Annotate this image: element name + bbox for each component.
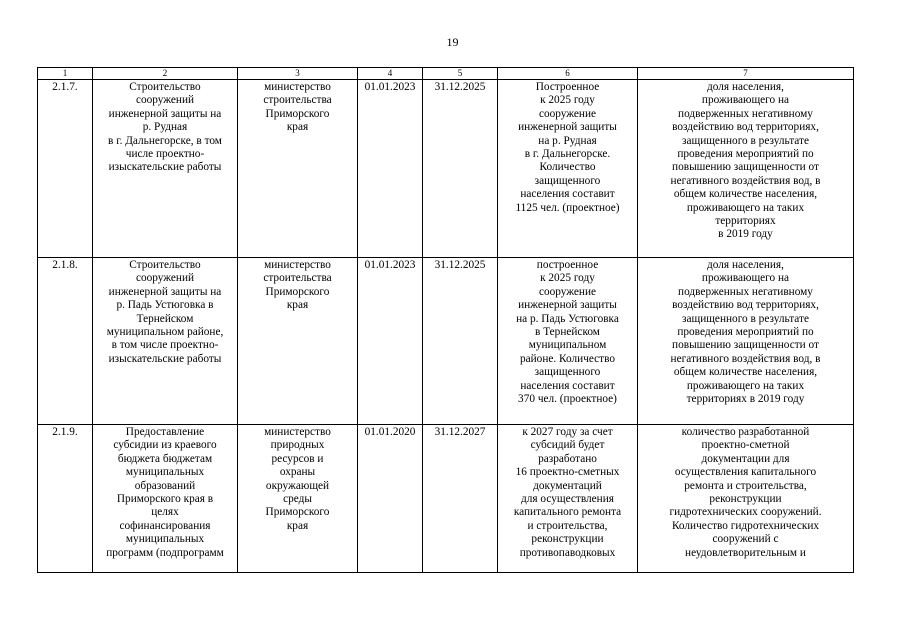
column-number: 5: [423, 68, 498, 80]
start-date: 01.01.2020: [358, 425, 423, 573]
expected-result: к 2027 году за счет субсидий будет разработано 16 проектно-сметных документаций для осуществления капитального ремонта и строительства, реконструкции противопаводковых: [498, 425, 638, 573]
expected-result: Построенное к 2025 году сооружение инженерной защиты на р. Рудная в г. Дальнегорске. Количество защищенного населения составит 1125 чел. (проектное): [498, 80, 638, 258]
indicator: количество разработанной проектно-сметной документации для осуществления капитального ремонта и строительства, реконструкции гидротехнических сооружений. Количество гидротехнических сооружений с неудовлетворительным и: [638, 425, 854, 573]
executor: министерство строительства Приморского края: [238, 258, 358, 425]
measure-name: Строительство сооружений инженерной защиты на р. Падь Устюговка в Тернейском муниципальном районе, в том числе проектно- изыскательские работы: [93, 258, 238, 425]
table-row: [38, 258, 854, 425]
end-date: 31.12.2027: [423, 425, 498, 573]
column-number: 2: [93, 68, 238, 80]
table-row: [38, 425, 854, 573]
measures-table: [37, 67, 854, 573]
indicator: доля населения, проживающего на подверженных негативному воздействию вод территориях, защищенного в результате проведения мероприятий по повышению защищенности от негативного воздействия вод, в общем количестве населения, проживающего на таких территориях в 2019 году: [638, 258, 854, 425]
end-date: 31.12.2025: [423, 80, 498, 258]
expected-result: построенное к 2025 году сооружение инженерной защиты на р. Падь Устюговка в Тернейском муниципальном районе. Количество защищенного населения составит 370 чел. (проектное): [498, 258, 638, 425]
page-number: 19: [446, 35, 459, 49]
start-date: 01.01.2023: [358, 258, 423, 425]
column-number: 6: [498, 68, 638, 80]
end-date: 31.12.2025: [423, 258, 498, 425]
column-number: 3: [238, 68, 358, 80]
measure-name: Предоставление субсидии из краевого бюджета бюджетам муниципальных образований Приморского края в целях софинансирования муниципальных программ (подпрограмм: [93, 425, 238, 573]
column-number: 7: [638, 68, 854, 80]
column-number: 4: [358, 68, 423, 80]
row-number: 2.1.8.: [38, 258, 93, 425]
column-number-row: [38, 68, 854, 80]
executor: министерство строительства Приморского края: [238, 80, 358, 258]
row-number: 2.1.9.: [38, 425, 93, 573]
row-number: 2.1.7.: [38, 80, 93, 258]
measure-name: Строительство сооружений инженерной защиты на р. Рудная в г. Дальнегорске, в том числе проектно- изыскательские работы: [93, 80, 238, 258]
executor: министерство природных ресурсов и охраны окружающей среды Приморского края: [238, 425, 358, 573]
indicator: доля населения, проживающего на подверженных негативному воздействию вод территориях, защищенного в результате проведения мероприятий по повышению защищенности от негативного воздействия вод, в общем количестве населения, проживающего на таких территориях в 2019 году: [638, 80, 854, 258]
column-number: 1: [38, 68, 93, 80]
table-row: [38, 80, 854, 258]
start-date: 01.01.2023: [358, 80, 423, 258]
